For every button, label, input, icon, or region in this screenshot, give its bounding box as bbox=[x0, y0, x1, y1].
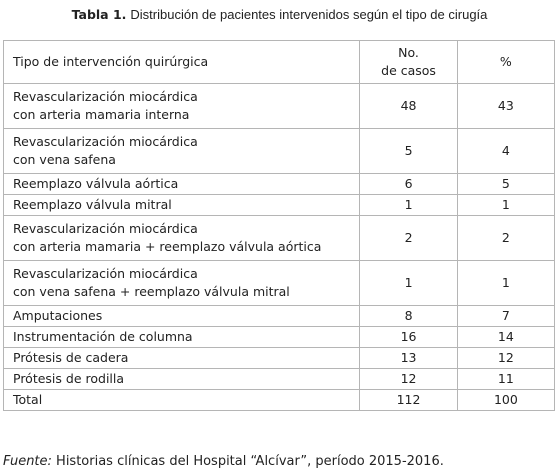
caption-lead: Tabla 1. bbox=[71, 7, 127, 22]
source-footnote bbox=[3, 454, 444, 470]
row-case-count: 48 bbox=[360, 84, 457, 129]
row-intervention bbox=[4, 129, 360, 174]
row-case-count: 1 bbox=[360, 261, 457, 306]
row-intervention-line2: con vena safena + reemplazo válvula mitral bbox=[13, 284, 290, 299]
row-intervention: Prótesis de cadera bbox=[4, 348, 360, 369]
table-row bbox=[4, 327, 555, 348]
table-row bbox=[4, 306, 555, 327]
row-intervention bbox=[4, 216, 360, 261]
row-case-count: 12 bbox=[360, 369, 457, 390]
row-intervention: Amputaciones bbox=[4, 306, 360, 327]
row-intervention bbox=[4, 84, 360, 129]
table-caption bbox=[0, 6, 559, 24]
footnote-text: Historias clínicas del Hospital “Alcívar”, período 2015-2016. bbox=[56, 454, 444, 469]
row-intervention: Prótesis de rodilla bbox=[4, 369, 360, 390]
row-intervention-line2: con arteria mamaria + reemplazo válvula aórtica bbox=[13, 239, 322, 254]
row-case-count: 1 bbox=[360, 195, 457, 216]
table-row bbox=[4, 348, 555, 369]
row-percent: 43 bbox=[457, 84, 554, 129]
table-row bbox=[4, 195, 555, 216]
row-percent: 5 bbox=[457, 174, 554, 195]
header-intervention-type: Tipo de intervención quirúrgica bbox=[4, 41, 360, 84]
row-intervention-line1: Revascularización miocárdica bbox=[13, 266, 198, 281]
row-intervention bbox=[4, 261, 360, 306]
footnote-label: Fuente: bbox=[3, 454, 52, 469]
row-case-count: 16 bbox=[360, 327, 457, 348]
table-header-row bbox=[4, 41, 555, 84]
row-percent: 12 bbox=[457, 348, 554, 369]
row-percent: 11 bbox=[457, 369, 554, 390]
row-case-count: 2 bbox=[360, 216, 457, 261]
header-case-count-line2: de casos bbox=[381, 63, 436, 78]
row-intervention-line1: Revascularización miocárdica bbox=[13, 221, 198, 236]
total-percent: 100 bbox=[457, 390, 554, 411]
row-intervention-line1: Revascularización miocárdica bbox=[13, 89, 198, 104]
row-percent: 7 bbox=[457, 306, 554, 327]
total-case-count: 112 bbox=[360, 390, 457, 411]
row-case-count: 5 bbox=[360, 129, 457, 174]
row-intervention-line2: con vena safena bbox=[13, 152, 116, 167]
total-label: Total bbox=[4, 390, 360, 411]
table-row bbox=[4, 129, 555, 174]
row-percent: 4 bbox=[457, 129, 554, 174]
distribution-table bbox=[3, 40, 555, 411]
header-percent: % bbox=[457, 41, 554, 84]
row-intervention-line1: Revascularización miocárdica bbox=[13, 134, 198, 149]
row-percent: 2 bbox=[457, 216, 554, 261]
header-case-count bbox=[360, 41, 457, 84]
row-intervention-line2: con arteria mamaria interna bbox=[13, 107, 190, 122]
row-intervention: Reemplazo válvula mitral bbox=[4, 195, 360, 216]
row-percent: 1 bbox=[457, 261, 554, 306]
caption-text: Distribución de pacientes intervenidos según el tipo de cirugía bbox=[130, 7, 488, 22]
table-total-row bbox=[4, 390, 555, 411]
row-percent: 14 bbox=[457, 327, 554, 348]
header-case-count-line1: No. bbox=[398, 45, 419, 60]
table-row bbox=[4, 216, 555, 261]
table-row bbox=[4, 84, 555, 129]
table-row bbox=[4, 174, 555, 195]
row-case-count: 13 bbox=[360, 348, 457, 369]
row-intervention: Reemplazo válvula aórtica bbox=[4, 174, 360, 195]
row-percent: 1 bbox=[457, 195, 554, 216]
row-intervention: Instrumentación de columna bbox=[4, 327, 360, 348]
row-case-count: 6 bbox=[360, 174, 457, 195]
table-row bbox=[4, 261, 555, 306]
row-case-count: 8 bbox=[360, 306, 457, 327]
table-row bbox=[4, 369, 555, 390]
